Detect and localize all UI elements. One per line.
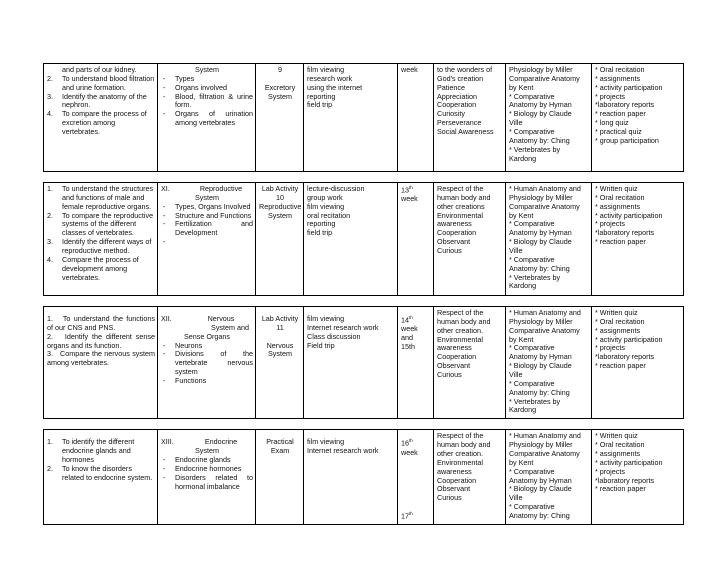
table-row — [44, 307, 684, 419]
week-cell: 14th week and 15th — [398, 307, 434, 419]
lab-cell: Lab Activity 10 Reproductive System — [256, 183, 304, 296]
references-cell: * Human Anatomy and Physiology by Miller Comparative Anatomy by Kent * Comparative Anatomy by Hyman * Biology by Claude Ville * Comparative Anatomy by: Ching — [506, 430, 592, 525]
content-cell: XIII. Endocrine System - Endocrine glands - Endocrine hormones - Disorders related to hormonal imbalance — [158, 430, 256, 525]
evaluation-cell: * Written quiz * Oral recitation * assignments * activity participation * projects *laboratory reports * reaction paper — [592, 183, 684, 296]
strategies-cell: film viewing Internet research work Class discussion Field trip — [304, 307, 398, 419]
strategies-cell: lecture-discussion group work film viewing oral recitation reporting field trip — [304, 183, 398, 296]
values-cell: Respect of the human body and other creation. Environmental awareness Cooperation Observant Curious — [434, 430, 506, 525]
syllabus-page — [43, 63, 683, 525]
week-cell: 16th week 17th — [398, 430, 434, 525]
lab-cell: Lab Activity 11 Nervous System — [256, 307, 304, 419]
objectives-cell: 1. To understand the structures and functions of male and female reproductive organs. 2. To compare the reproductive systems of the different classes of vertebrates. 3. Identify the different ways of reproductive method. 4. Compare the process of development among vertebrates. — [44, 183, 158, 296]
lab-cell: Practical Exam — [256, 430, 304, 525]
syllabus-table — [43, 63, 684, 525]
table-row — [44, 183, 684, 296]
lab-cell: 9 Excretory System — [256, 64, 304, 172]
strategies-cell: film viewing research work using the internet reporting field trip — [304, 64, 398, 172]
content-cell: XI. Reproductive System - Types, Organs Involved - Structure and Functions - Fertilization and Development — [158, 183, 256, 296]
strategies-cell: film viewing Internet research work — [304, 430, 398, 525]
content-cell: System - Types - Organs involved - Blood, filtration & urine form. - Organs of urination among vertebrates — [158, 64, 256, 172]
table-row — [44, 430, 684, 525]
week-cell: week — [398, 64, 434, 172]
objectives-cell: 1. To identify the different endocrine glands and hormones 2. To know the disorders related to endocrine system. — [44, 430, 158, 525]
evaluation-cell: * Written quiz * Oral recitation * assignments * activity participation * projects *laboratory reports * reaction paper — [592, 307, 684, 419]
evaluation-cell: * Oral recitation * assignments * activity participation * projects *laboratory reports * reaction paper * long quiz * practical quiz * group participation — [592, 64, 684, 172]
references-cell: * Human Anatomy and Physiology by Miller Comparative Anatomy by Kent * Comparative Anatomy by Hyman * Biology by Claude Ville * Comparative Anatomy by: Ching * Vertebrates by Kardong — [506, 183, 592, 296]
table-row — [44, 64, 684, 172]
references-cell: * Human Anatomy and Physiology by Miller Comparative Anatomy by Kent * Comparative Anatomy by Hyman * Biology by Claude Ville * Comparative Anatomy by: Ching * Vertebrates by Kardong — [506, 307, 592, 419]
objectives-cell: and parts of our kidney. 2. To understand blood filtration and urine formation. 3. Identify the anatomy of the nephron. 4. To compare the process of excretion among vertebrates. — [44, 64, 158, 172]
references-cell: Physiology by Miller Comparative Anatomy by Kent * Comparative Anatomy by Hyman * Biology by Claude Ville * Comparative Anatomy by: Ching * Vertebrates by Kardong — [506, 64, 592, 172]
content-cell: XII. Nervous System and Sense Organs - Neurons - Divisions of the vertebrate nervous system - Functions — [158, 307, 256, 419]
objectives-cell: 1. To understand the functions of our CNS and PNS. 2. Identify the different sense organs and its function. 3. Compare the nervous system among vertebrates. — [44, 307, 158, 419]
values-cell: Respect of the human body and other creations Environmental awareness Cooperation Observant Curious — [434, 183, 506, 296]
values-cell: Respect of the human body and other creation. Environmental awareness Cooperation Observant Curious — [434, 307, 506, 419]
week-cell: 13th week — [398, 183, 434, 296]
evaluation-cell: * Written quiz * Oral recitation * assignments * activity participation * projects *laboratory reports * reaction paper — [592, 430, 684, 525]
values-cell: to the wonders of God's creation Patience Appreciation Cooperation Curiosity Perseverance Social Awareness — [434, 64, 506, 172]
